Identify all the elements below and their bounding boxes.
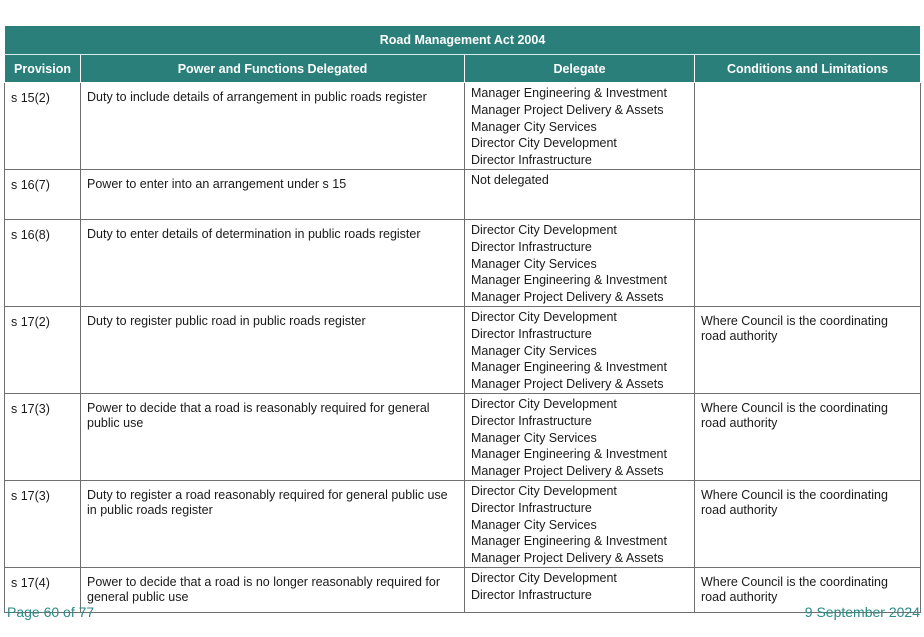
delegate-item: Manager Engineering & Investment — [471, 273, 667, 288]
delegate-item: Director Infrastructure — [471, 587, 592, 602]
delegate-cell — [465, 480, 695, 567]
delegate-item: Director City Development — [471, 396, 617, 411]
delegate-item: Director Infrastructure — [471, 413, 592, 428]
delegate-item: Manager Engineering & Investment — [471, 86, 667, 100]
delegate-cell — [465, 306, 695, 393]
conditions-cell — [695, 169, 921, 219]
delegate-item: Manager Project Delivery & Assets — [471, 377, 664, 392]
delegation-table — [4, 25, 921, 613]
delegate-item: Director Infrastructure — [471, 326, 592, 341]
delegate-item: Director Infrastructure — [471, 153, 592, 168]
provision-cell: s 17(2) — [5, 306, 81, 393]
delegate-item: Director City Development — [471, 222, 617, 237]
delegate-item: Manager City Services — [471, 517, 597, 532]
header-provision: Provision — [5, 55, 81, 83]
delegate-item: Manager Engineering & Investment — [471, 360, 667, 375]
delegate-item: Manager Engineering & Investment — [471, 534, 667, 549]
delegate-item: Manager City Services — [471, 430, 597, 445]
power-cell: Duty to register public road in public roads register — [81, 306, 465, 393]
header-power: Power and Functions Delegated — [81, 55, 465, 83]
delegate-item: Manager Project Delivery & Assets — [471, 464, 664, 479]
table-body — [5, 83, 921, 613]
power-cell: Duty to enter details of determination in public roads register — [81, 219, 465, 306]
delegate-item: Director Infrastructure — [471, 500, 592, 515]
delegate-cell — [465, 393, 695, 480]
delegate-item: Manager Project Delivery & Assets — [471, 102, 664, 117]
delegate-item: Director Infrastructure — [471, 239, 592, 254]
conditions-cell: Where Council is the coordinating road authority — [695, 393, 921, 480]
table-row — [5, 393, 921, 480]
power-cell: Power to decide that a road is reasonably required for general public use — [81, 393, 465, 480]
table-row — [5, 83, 921, 170]
power-cell: Power to decide that a road is no longer reasonably required for general public use — [81, 567, 465, 612]
delegate-item: Director City Development — [471, 309, 617, 324]
delegate-item: Manager Project Delivery & Assets — [471, 551, 664, 566]
act-title: Road Management Act 2004 — [5, 26, 921, 55]
delegate-item: Manager City Services — [471, 256, 597, 271]
power-cell: Power to enter into an arrangement under s 15 — [81, 169, 465, 219]
power-cell: Duty to include details of arrangement in public roads register — [81, 83, 465, 170]
document-date: 9 September 2024 — [804, 604, 920, 620]
provision-cell: s 17(3) — [5, 480, 81, 567]
table-row — [5, 169, 921, 219]
delegate-cell — [465, 169, 695, 219]
provision-cell: s 17(4) — [5, 567, 81, 612]
header-delegate: Delegate — [465, 55, 695, 83]
table-row — [5, 480, 921, 567]
delegate-item: Director City Development — [471, 136, 617, 151]
page-number: Page 60 of 77 — [7, 604, 95, 620]
table-row — [5, 219, 921, 306]
delegate-cell — [465, 219, 695, 306]
table-row — [5, 306, 921, 393]
power-cell: Duty to register a road reasonably required for general public use in public roads register — [81, 480, 465, 567]
provision-cell: s 15(2) — [5, 83, 81, 170]
provision-cell: s 17(3) — [5, 393, 81, 480]
conditions-cell — [695, 219, 921, 306]
delegate-item: Manager Project Delivery & Assets — [471, 290, 664, 305]
delegate-cell — [465, 83, 695, 170]
provision-cell: s 16(7) — [5, 169, 81, 219]
provision-cell: s 16(8) — [5, 219, 81, 306]
header-conditions: Conditions and Limitations — [695, 55, 921, 83]
delegate-item: Manager City Services — [471, 343, 597, 358]
delegate-item: Manager Engineering & Investment — [471, 447, 667, 462]
conditions-cell: Where Council is the coordinating road authority — [695, 480, 921, 567]
conditions-cell — [695, 83, 921, 170]
delegate-item: Director City Development — [471, 570, 617, 585]
delegate-item: Director City Development — [471, 483, 617, 498]
delegate-cell — [465, 567, 695, 612]
conditions-cell: Where Council is the coordinating road authority — [695, 567, 921, 612]
delegate-item: Manager City Services — [471, 119, 597, 134]
table-row — [5, 567, 921, 612]
delegate-item: Not delegated — [471, 172, 549, 187]
conditions-cell: Where Council is the coordinating road authority — [695, 306, 921, 393]
